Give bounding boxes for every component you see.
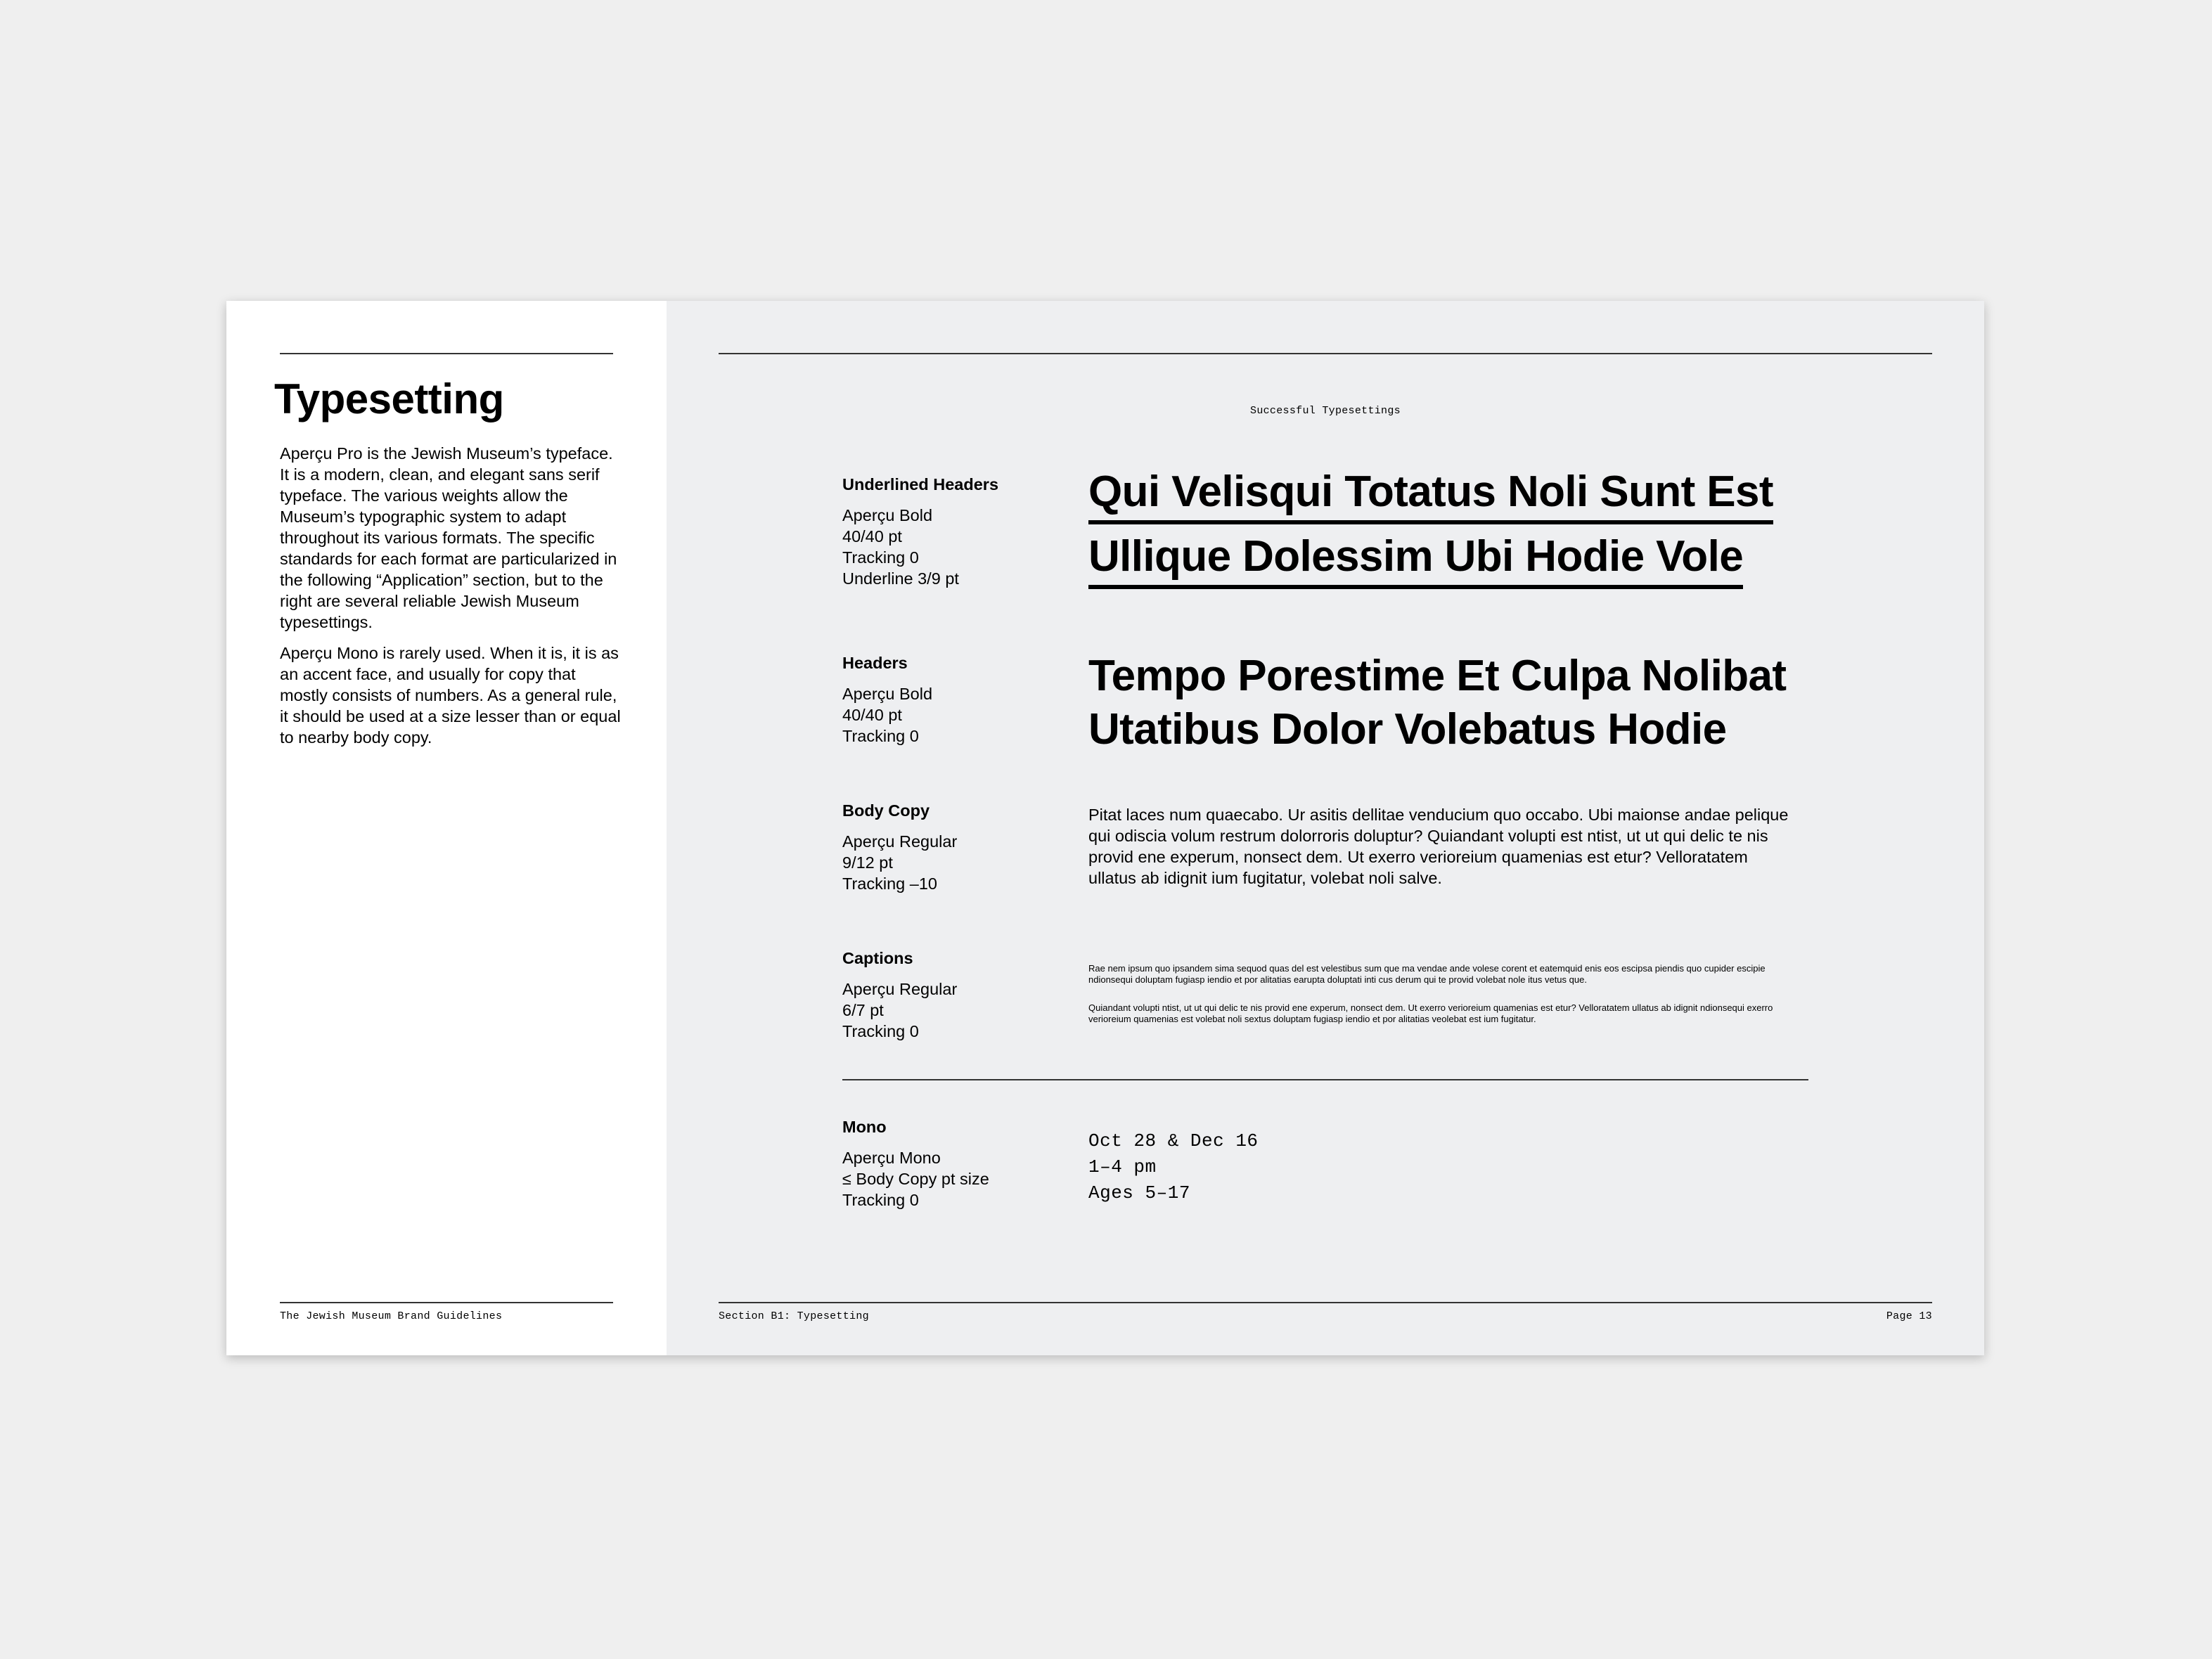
spec-line: Aperçu Mono bbox=[842, 1149, 941, 1167]
caption-paragraph: Rae nem ipsum quo ipsandem sima sequod quas del est velestibus sum que ma vendae ande volese corent et eatemquid enis eos escipsa piendis quo cupider escipie ndionsequi doluptam fugiasp iendio et por alitatias earupta doluptati inti cus derum qui te provid volebat nole itus vetus que. bbox=[1088, 963, 1766, 985]
spec-line: 9/12 pt bbox=[842, 853, 893, 872]
top-rule bbox=[719, 353, 1932, 354]
section-caption: Successful Typesettings bbox=[1250, 405, 1401, 417]
footer-rule bbox=[719, 1302, 1932, 1303]
spec-line: Aperçu Regular bbox=[842, 832, 958, 851]
spec-line: Tracking 0 bbox=[842, 548, 919, 567]
spec-captions bbox=[842, 948, 957, 1042]
header-line: Utatibus Dolor Volebatus Hodie bbox=[1088, 705, 1727, 754]
underlined-header-line: Ullique Dolessim Ubi Hodie Vole bbox=[1088, 529, 1743, 589]
footer-rule bbox=[280, 1302, 613, 1303]
spec-line: Tracking –10 bbox=[842, 874, 937, 893]
spec-label: Headers bbox=[842, 654, 908, 672]
spec-headers bbox=[842, 652, 932, 747]
spec-line: Tracking 0 bbox=[842, 1191, 919, 1209]
underlined-header-line: Qui Velisqui Totatus Noli Sunt Est bbox=[1088, 464, 1773, 524]
caption-paragraph: Quiandant volupti ntist, ut ut qui delic te nis provid ene experum, nonsect dem. Ut exerro verioreium quamenias est etur? Velloratatem ullatus ab idignit ndionsequi exerro verioreium quamenias est volebat noli sextus doluptam fugiasp iendio et por alitatias veolebat est ium fugitatur. bbox=[1088, 1002, 1773, 1024]
sample-headers bbox=[1088, 650, 1786, 756]
left-page bbox=[226, 301, 667, 1355]
header-line: Tempo Porestime Et Culpa Nolibat bbox=[1088, 652, 1787, 700]
spec-line: 6/7 pt bbox=[842, 1001, 884, 1019]
spec-line: Underline 3/9 pt bbox=[842, 569, 959, 588]
right-page bbox=[667, 301, 1984, 1355]
spec-underlined-headers bbox=[842, 474, 998, 589]
spec-line: ≤ Body Copy pt size bbox=[842, 1170, 989, 1188]
spec-line: 40/40 pt bbox=[842, 706, 902, 724]
sample-underlined-headers bbox=[1088, 464, 1773, 589]
sample-body-copy: Pitat laces num quaecabo. Ur asitis dellitae venducium quo occabo. Ubi maionse andae pelique qui odiscia volum restrum dolorroris doluptur? Quiandant volupti est ntist, ut ut qui delic te nis provid ene experum, nonsect dem. Ut exerro verioreium quamenias est etur? Velloratatem ullatus ab idignit ium fugitatur, volebat noli salve. bbox=[1088, 806, 1789, 887]
spec-label: Mono bbox=[842, 1118, 887, 1136]
intro-text bbox=[280, 443, 624, 758]
spec-body-copy bbox=[842, 800, 957, 894]
brand-guidelines-spread bbox=[226, 301, 1984, 1355]
spec-line: Tracking 0 bbox=[842, 1022, 919, 1040]
sample-captions bbox=[1088, 963, 1785, 1042]
spec-label: Body Copy bbox=[842, 801, 930, 820]
footer-page-number: Page 13 bbox=[1886, 1310, 1932, 1322]
page-title: Typesetting bbox=[274, 375, 504, 422]
footer-title: The Jewish Museum Brand Guidelines bbox=[280, 1310, 503, 1322]
mono-line: 1–4 pm bbox=[1088, 1156, 1157, 1177]
intro-paragraph: Aperçu Pro is the Jewish Museum’s typeface. It is a modern, clean, and elegant sans serif typeface. The various weights allow the Museum’s typographic system to adapt throughout its various formats. The specific standards for each format are particularized in the following “Application” section, but to the right are several reliable Jewish Museum typesettings. bbox=[280, 444, 617, 631]
spec-mono bbox=[842, 1116, 989, 1211]
sample-mono bbox=[1088, 1128, 1259, 1206]
top-rule bbox=[280, 353, 613, 354]
spec-label: Captions bbox=[842, 949, 913, 967]
mono-line: Oct 28 & Dec 16 bbox=[1088, 1130, 1259, 1151]
footer-section: Section B1: Typesetting bbox=[719, 1310, 869, 1322]
spec-label: Underlined Headers bbox=[842, 475, 999, 493]
mono-line: Ages 5–17 bbox=[1088, 1182, 1190, 1203]
section-divider bbox=[842, 1079, 1808, 1080]
spec-line: Tracking 0 bbox=[842, 727, 919, 745]
spec-line: Aperçu Regular bbox=[842, 980, 958, 998]
spec-line: Aperçu Bold bbox=[842, 506, 933, 524]
intro-paragraph: Aperçu Mono is rarely used. When it is, it is as an accent face, and usually for copy that mostly consists of numbers. As a general rule, it should be used at a size lesser than or equal to nearby body copy. bbox=[280, 644, 621, 747]
spec-line: Aperçu Bold bbox=[842, 685, 933, 703]
spec-line: 40/40 pt bbox=[842, 527, 902, 546]
